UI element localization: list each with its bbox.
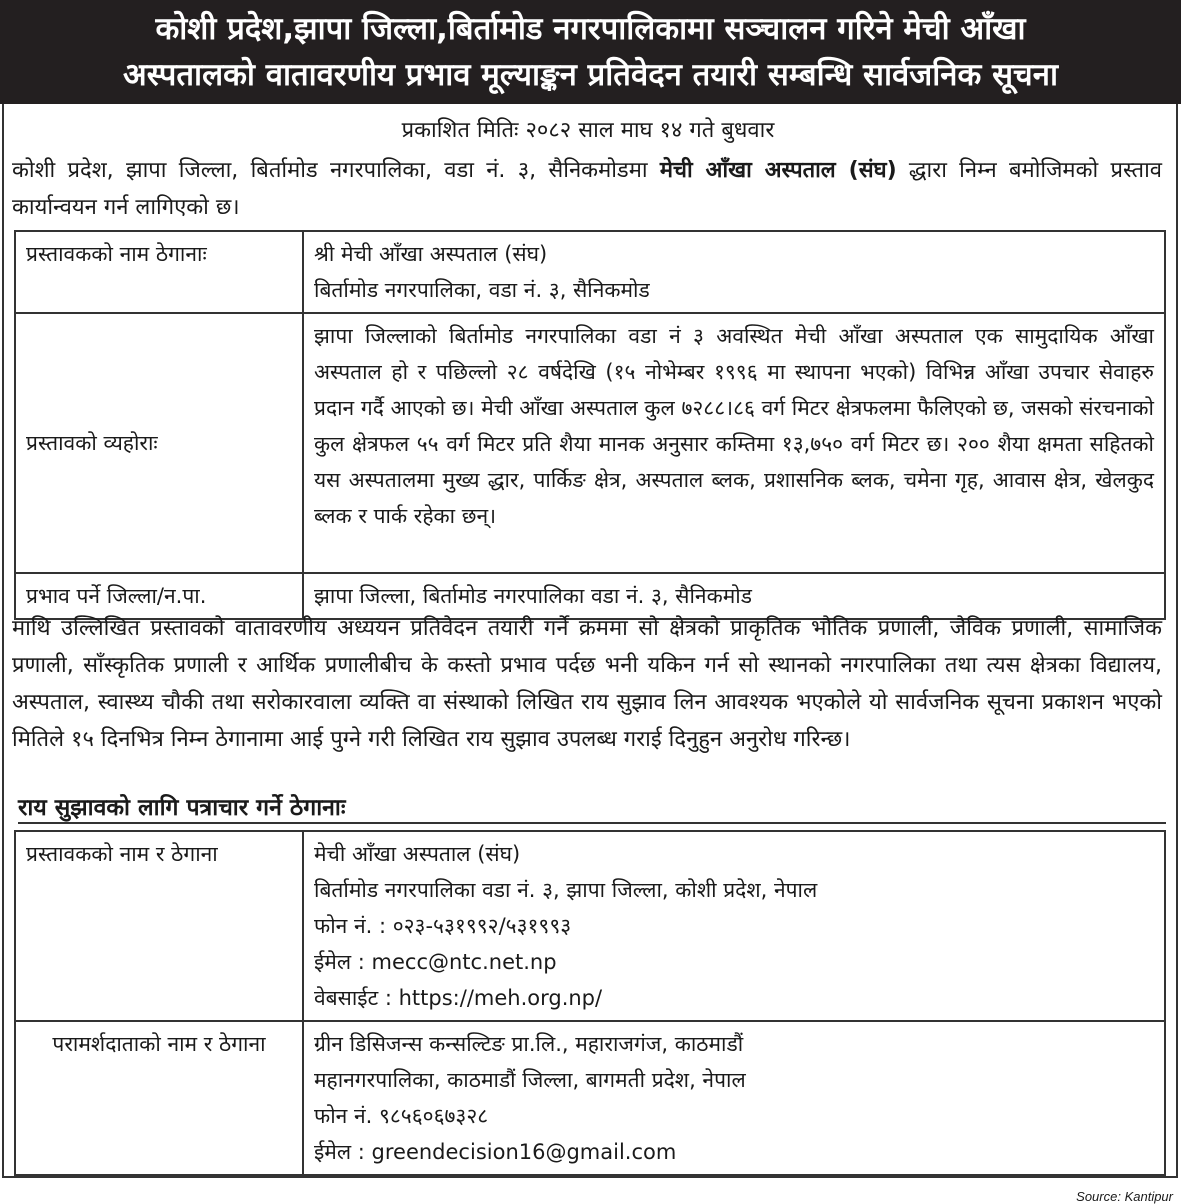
value-line: मेची आँखा अस्पताल (संघ) (314, 842, 521, 866)
intro-text: कोशी प्रदेश, झापा जिल्ला, बिर्तामोड नगरपालिका, वडा नं. ३, सैनिकमोडमा (12, 158, 660, 183)
email[interactable]: ईमेल : mecc@ntc.net.np (314, 950, 557, 974)
intro-paragraph (12, 152, 1162, 226)
published-date: प्रकाशित मितिः २०८२ साल माघ १४ गते बुधवार (401, 118, 775, 143)
value-line: बिर्तामोड नगरपालिका, वडा नं. ३, सैनिकमोड (314, 278, 650, 302)
row-value: झापा जिल्ला, बिर्तामोड नगरपालिका वडा नं. ३, सैनिकमोड (303, 573, 1165, 619)
body-paragraph: माथि उल्लिखित प्रस्तावको वातावरणीय अध्ययन प्रतिवेदन तयारी गर्ने क्रममा सो क्षेत्रको प्राकृतिक भौतिक प्रणाली, जैविक प्रणाली, सामाजिक प्रणाली, साँस्कृतिक प्रणाली र आर्थिक प्रणालीबीच के कस्तो प्रभाव पर्दछ भनी यकिन गर्न सो स्थानको नगरपालिका तथा त्यस क्षेत्रका विद्यालय, अस्पताल, स्वास्थ्य चौकी तथा सरोकारवाला व्यक्ति वा संस्थाको लिखित राय सुझाव लिन आवश्यक भएकोले यो सार्वजनिक सूचना प्रकाशन भएको मितिले १५ दिनभित्र निम्न ठेगानामा आई पुग्ने गरी लिखित राय सुझाव उपलब्ध गराई दिनुहुन अनुरोध गरिन्छ। (12, 616, 1162, 752)
proposal-table (14, 230, 1166, 620)
table-row (15, 1021, 1165, 1175)
email[interactable]: ईमेल : greendecision16@gmail.com (314, 1140, 677, 1164)
value-line: ग्रीन डिसिजन्स कन्सल्टिङ प्रा.लि., महाराजगंज, काठमाडौं (314, 1032, 744, 1056)
row-label: प्रस्तावको व्यहोराः (15, 313, 303, 573)
title-line-1: कोशी प्रदेश,झापा जिल्ला,बिर्तामोड नगरपालिकामा सञ्चालन गरिने मेची आँखा (155, 11, 1026, 47)
value-line: श्री मेची आँखा अस्पताल (संघ) (314, 242, 548, 266)
phone: फोन नं. ९८५६०६७३२८ (314, 1104, 489, 1128)
row-label: प्रस्तावकको नाम र ठेगाना (15, 831, 303, 1021)
table-row (15, 231, 1165, 313)
table-row (15, 313, 1165, 573)
row-value (303, 231, 1165, 313)
row-label: परामर्शदाताको नाम र ठेगाना (15, 1021, 303, 1175)
contact-table (14, 830, 1166, 1176)
row-value (303, 1021, 1165, 1175)
contact-heading: राय सुझावको लागि पत्राचार गर्ने ठेगानाः (18, 790, 1166, 824)
row-label: प्रभाव पर्ने जिल्ला/न.पा. (15, 573, 303, 619)
row-value (303, 831, 1165, 1021)
intro-bold: मेची आँखा अस्पताल (संघ) (659, 158, 897, 183)
table-row (15, 831, 1165, 1021)
title-line-2: अस्पतालको वातावरणीय प्रभाव मूल्याङ्कन प्रतिवेदन तयारी सम्बन्धि सार्वजनिक सूचना (123, 57, 1058, 93)
value-line: महानगरपालिका, काठमाडौं जिल्ला, बागमती प्रदेश, नेपाल (314, 1068, 746, 1092)
value-line: बिर्तामोड नगरपालिका वडा नं. ३, झापा जिल्ला, कोशी प्रदेश, नेपाल (314, 878, 818, 902)
notice-title (0, 0, 1181, 104)
website-link[interactable]: वेबसाईट : https://meh.org.np/ (314, 986, 603, 1010)
source-credit: Source: Kantipur (1076, 1189, 1173, 1204)
phone: फोन नं. : ०२३-५३१९९२/५३१९९३ (314, 914, 572, 938)
row-label: प्रस्तावकको नाम ठेगानाः (15, 231, 303, 313)
row-value: झापा जिल्लाको बिर्तामोड नगरपालिका वडा नं ३ अवस्थित मेची आँखा अस्पताल एक सामुदायिक आँखा अस्पताल हो र पछिल्लो २८ वर्षदेखि (१५ नोभेम्बर १९९६ मा स्थापना भएको) विभिन्न आँखा उपचार सेवाहरु प्रदान गर्दै आएको छ। मेची आँखा अस्पताल कुल ७२८८।८६ वर्ग मिटर क्षेत्रफलमा फैलिएको छ, जसको संरचनाको कुल क्षेत्रफल ५५ वर्ग मिटर प्रति शैया मानक अनुसार कम्तिमा १३,७५० वर्ग मिटर छ। २०० शैया क्षमता सहितको यस अस्पतालमा मुख्य द्धार, पार्किङ क्षेत्र, अस्पताल ब्लक, प्रशासनिक ब्लक, चमेना गृह, आवास क्षेत्र, खेलकुद ब्लक र पार्क रहेका छन्। (303, 313, 1165, 573)
intro-text-end: द्धारा निम्न बमोजिमको प्रस्ताव कार्यान्वयन गर्न लागिएको छ। (12, 158, 1162, 220)
